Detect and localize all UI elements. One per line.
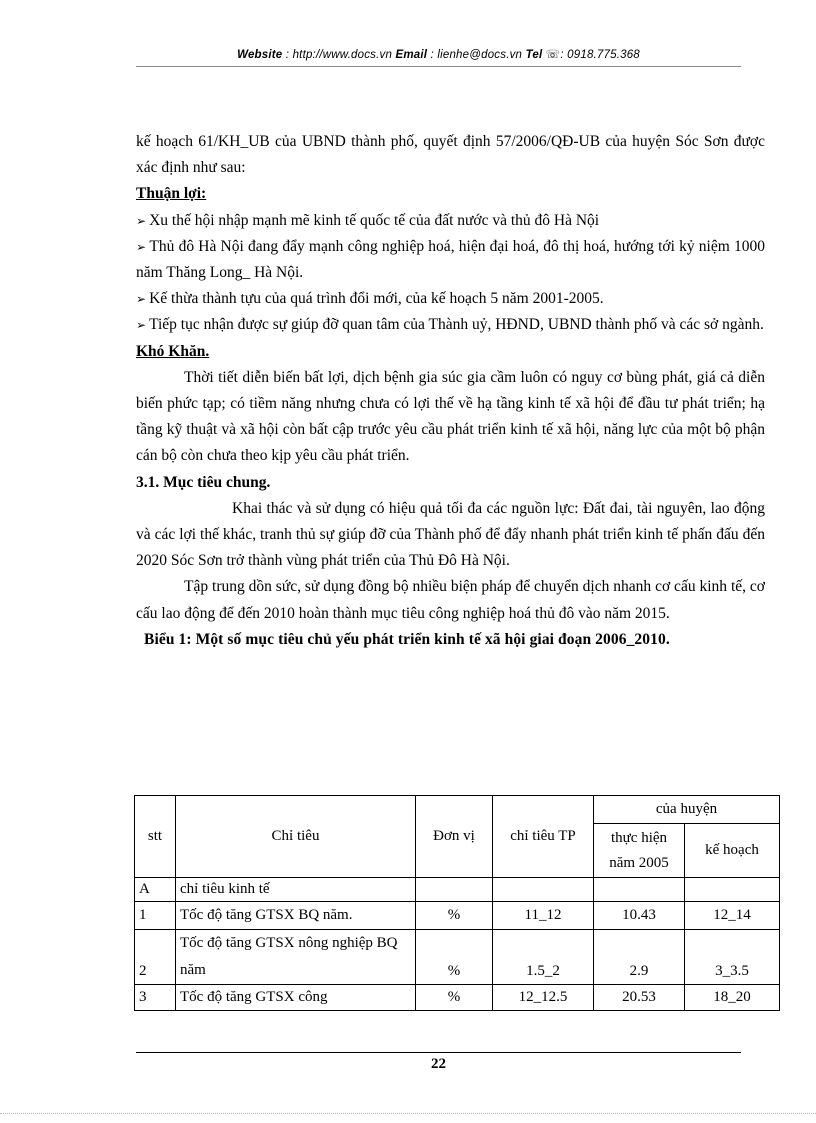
page-header: Website : http://www.docs.vn Email : lienhe@docs.vn Tel ☏: 0918.775.368 <box>237 49 640 61</box>
targets-table <box>134 795 780 1011</box>
phone-number: 0918.775.368 <box>567 49 640 61</box>
row-thuc-hien: 2.9 <box>594 930 685 985</box>
bullet-item-4: ➢ Tiếp tục nhận được sự giúp đỡ quan tâm của Thành uỷ, HĐND, UBND thành phố và các sở ngành. <box>136 312 765 338</box>
row-chi-tieu: chỉ tiêu kinh tế <box>176 878 416 902</box>
table-row <box>135 930 780 985</box>
tel-label: Tel <box>525 49 543 61</box>
intro-paragraph: kế hoạch 61/KH_UB của UBND thành phố, quyết định 57/2006/QĐ-UB của huyện Sóc Sơn được xác định như sau: <box>136 133 765 177</box>
header-don-vi: Đơn vị <box>416 796 493 878</box>
page-bottom-edge <box>0 1113 816 1114</box>
row-stt: 2 <box>135 930 176 985</box>
row-don-vi: % <box>416 930 493 985</box>
header-divider <box>136 66 741 67</box>
row-chi-tieu: Tốc độ tăng GTSX nông nghiệp BQ năm <box>176 930 416 985</box>
document-body <box>136 129 765 653</box>
muc-tieu-paragraph-2: Tập trung dồn sức, sử dụng đồng bộ nhiều biện pháp để chuyển dịch nhanh cơ cấu kinh tế, cơ cấu lao động để đến 2010 hoàn thành mục tiêu công nghiệp hoá thủ đô vào năm 2015. <box>136 578 765 622</box>
header-chi-tieu-tp: chỉ tiêu TP <box>493 796 594 878</box>
bullet-item-2: ➢ Thủ đô Hà Nội đang đẩy mạnh công nghiệp hoá, hiện đại hoá, đô thị hoá, hướng tới kỷ niệm 1000 năm Thăng Long_ Hà Nội. <box>136 234 765 286</box>
header-cua-huyen: của huyện <box>594 796 780 824</box>
row-thuc-hien: 20.53 <box>594 985 685 1011</box>
email-address[interactable]: lienhe@docs.vn <box>437 49 523 61</box>
row-chi-tieu: Tốc độ tăng GTSX công <box>176 985 416 1011</box>
email-label: Email <box>395 49 428 61</box>
row-chi-tieu-tp: 12_12.5 <box>493 985 594 1011</box>
footer-divider <box>136 1052 741 1053</box>
row-chi-tieu-tp: 11_12 <box>493 902 594 930</box>
muc-tieu-paragraph-1: Khai thác và sử dụng có hiệu quả tối đa các nguồn lực: Đất đai, tài nguyên, lao động và các lợi thế khác, tranh thủ sự giúp đỡ của Thành phố để đẩy nhanh phát triển kinh tế phấn đấu đến 2020 Sóc Sơn trở thành vùng phát triển của Thủ Đô Hà Nội. <box>136 499 765 570</box>
header-ke-hoach: kế hoạch <box>685 824 780 878</box>
heading-kho-khan: Khó Khăn. <box>136 342 210 360</box>
bullet-item-3: ➢ Kế thừa thành tựu của quá trình đổi mới, của kế hoạch 5 năm 2001-2005. <box>136 286 765 312</box>
header-chi-tieu: Chỉ tiêu <box>176 796 416 878</box>
row-chi-tieu-tp <box>493 878 594 902</box>
row-stt: A <box>135 878 176 902</box>
row-ke-hoach <box>685 878 780 902</box>
heading-thuan-loi: Thuận lợi: <box>136 185 207 203</box>
header-thuc-hien: thực hiện năm 2005 <box>594 824 685 878</box>
row-don-vi: % <box>416 902 493 930</box>
header-stt: stt <box>135 796 176 878</box>
row-don-vi <box>416 878 493 902</box>
row-don-vi: % <box>416 985 493 1011</box>
row-stt: 1 <box>135 902 176 930</box>
row-chi-tieu-tp: 1.5_2 <box>493 930 594 985</box>
heading-muc-tieu: 3.1. Mục tiêu chung. <box>136 473 271 491</box>
website-url[interactable]: http://www.docs.vn <box>292 49 393 61</box>
bullet-item-1: ➢ Xu thế hội nhập mạnh mẽ kinh tế quốc tế của đất nước và thủ đô Hà Nội <box>136 208 765 234</box>
row-stt: 3 <box>135 985 176 1011</box>
table-row <box>135 985 780 1011</box>
phone-icon: ☏ <box>545 49 561 61</box>
row-ke-hoach: 12_14 <box>685 902 780 930</box>
row-thuc-hien <box>594 878 685 902</box>
row-chi-tieu: Tốc độ tăng GTSX BQ năm. <box>176 902 416 930</box>
row-ke-hoach: 3_3.5 <box>685 930 780 985</box>
table-row <box>135 902 780 930</box>
table-caption: Biểu 1: Một số mục tiêu chủ yếu phát triển kinh tế xã hội giai đoạn 2006_2010. <box>144 630 670 648</box>
row-thuc-hien: 10.43 <box>594 902 685 930</box>
kho-khan-paragraph: Thời tiết diễn biến bất lợi, dịch bệnh gia súc gia cầm luôn có nguy cơ bùng phát, giá cả diễn biến phức tạp; có tiềm năng nhưng chưa có lợi thế về hạ tầng kinh tế xã hội để đầu tư phát triển; hạ tầng kỹ thuật và xã hội còn bất cập trước yêu cầu phát triển kinh tế xã hội, năng lực của một bộ phận cán bộ còn chưa theo kịp yêu cầu phát triển. <box>136 368 765 465</box>
page-number: 22 <box>431 1056 446 1072</box>
website-label: Website <box>237 49 283 61</box>
table-row <box>135 878 780 902</box>
row-ke-hoach: 18_20 <box>685 985 780 1011</box>
